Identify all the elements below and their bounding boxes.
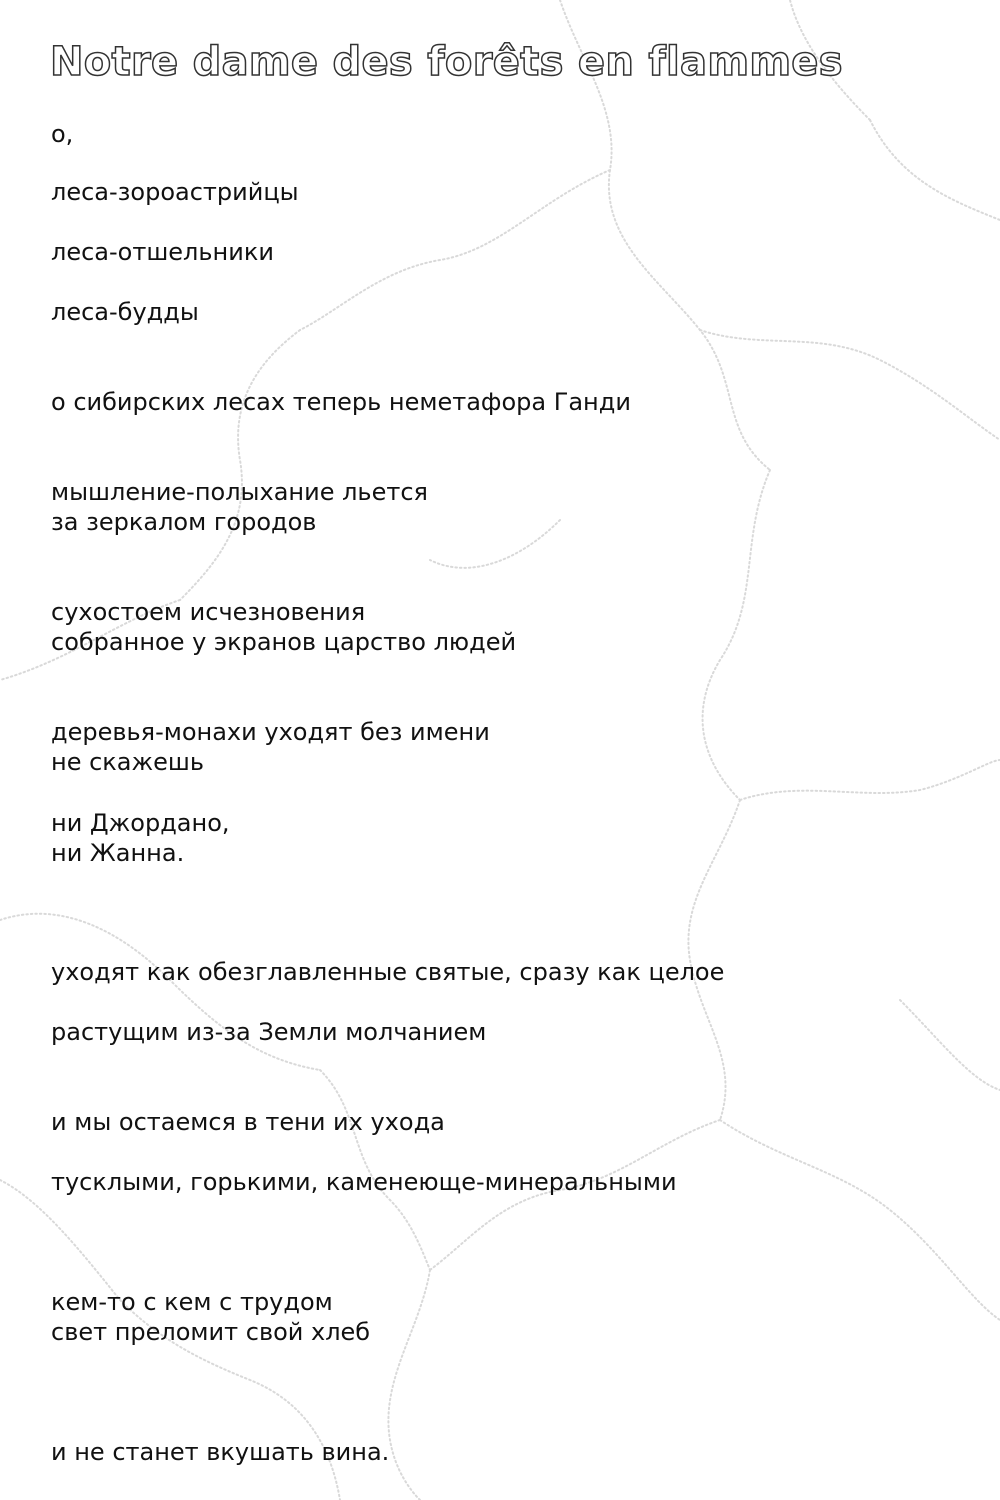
poem-line: мышление-полыхание льется: [51, 478, 428, 506]
poem-line: леса-будды: [51, 298, 199, 326]
poem-line: не скажешь: [51, 748, 204, 776]
poem-line: собранное у экранов царство людей: [51, 628, 517, 656]
poem-line: тусклыми, горькими, каменеюще-минеральными: [51, 1168, 677, 1196]
poem-line: о сибирских лесах теперь неметафора Ганди: [51, 388, 631, 416]
poem-line: и мы остаемся в тени их ухода: [51, 1108, 445, 1136]
poem-line: кем-то с кем с трудом: [51, 1288, 333, 1316]
poem-line: о,: [51, 120, 74, 148]
poem-line: ни Джордано,: [51, 809, 230, 837]
poem-line: растущим из-за Земли молчанием: [51, 1018, 487, 1046]
poem-line: свет преломит свой хлеб: [51, 1318, 371, 1346]
poem-line: сухостоем исчезновения: [51, 598, 366, 626]
poem-line: леса-отшельники: [51, 238, 274, 266]
poem-title: Notre dame des forêts en flammes: [50, 39, 843, 85]
poem-line: за зеркалом городов: [51, 508, 317, 536]
poem-line: и не станет вкушать вина.: [51, 1438, 390, 1466]
poem-line: леса-зороастрийцы: [51, 178, 299, 206]
poem-line: ни Жанна.: [51, 839, 185, 867]
poem-line: уходят как обезглавленные святые, сразу как целое: [51, 958, 725, 986]
poem-line: деревья-монахи уходят без имени: [51, 718, 490, 746]
